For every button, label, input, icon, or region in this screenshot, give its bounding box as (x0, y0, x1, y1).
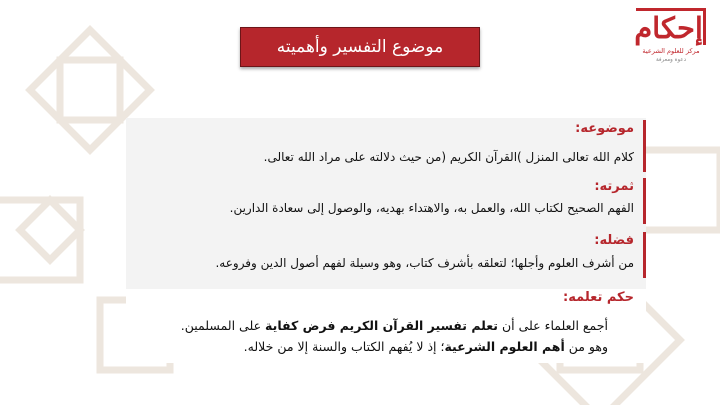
section-accent-bar (643, 232, 646, 278)
section-heading: حكم تعلمه: (563, 290, 634, 305)
section-heading: ثمرته: (594, 179, 634, 194)
section-accent-bar (643, 120, 646, 172)
section-text: الفهم الصحيح لكتاب الله، والعمل به، والاهتداء بهديه، والوصول إلى سعادة الدارين. (229, 201, 634, 215)
logo-tagline: دعوة ومعرفة (655, 57, 687, 63)
text-run: ؛ إذ لا يُفهم الكتاب والسنة إلا من خلاله. (243, 339, 445, 354)
section-text: من أشرف العلوم وأجلها؛ لتعلقه بأشرف كتاب، وهو وسيلة لفهم أصول الدين وفروعه. (215, 256, 634, 270)
section-subject (126, 120, 646, 172)
text-run: على المسلمين. (180, 318, 266, 333)
slide-title: موضوع التفسير وأهميته (240, 27, 480, 67)
content-panel (126, 118, 646, 363)
logo-mark: إحكام (636, 8, 706, 45)
section-virtue (126, 232, 646, 278)
logo (633, 8, 709, 74)
section-heading: موضوعه: (575, 121, 634, 136)
section-fruit (126, 178, 646, 224)
section-heading: فضله: (594, 233, 634, 248)
section-ruling (126, 289, 646, 363)
ruling-line-2 (244, 338, 608, 356)
ruling-line-1 (181, 317, 608, 335)
section-text: كلام الله تعالى المنزل )القرآن الكريم (من حيث دلالته على مراد الله تعالى. (263, 150, 634, 164)
section-accent-bar (643, 178, 646, 224)
logo-subtitle: مركز للعلوم الشرعية (642, 47, 700, 55)
text-run: وهو من (564, 339, 608, 354)
text-run: أجمع العلماء على أن (497, 318, 608, 333)
emphasis-text: أهم العلوم الشرعية (444, 339, 565, 354)
emphasis-text: تعلم تفسير القرآن الكريم فرض كفاية (265, 318, 498, 333)
